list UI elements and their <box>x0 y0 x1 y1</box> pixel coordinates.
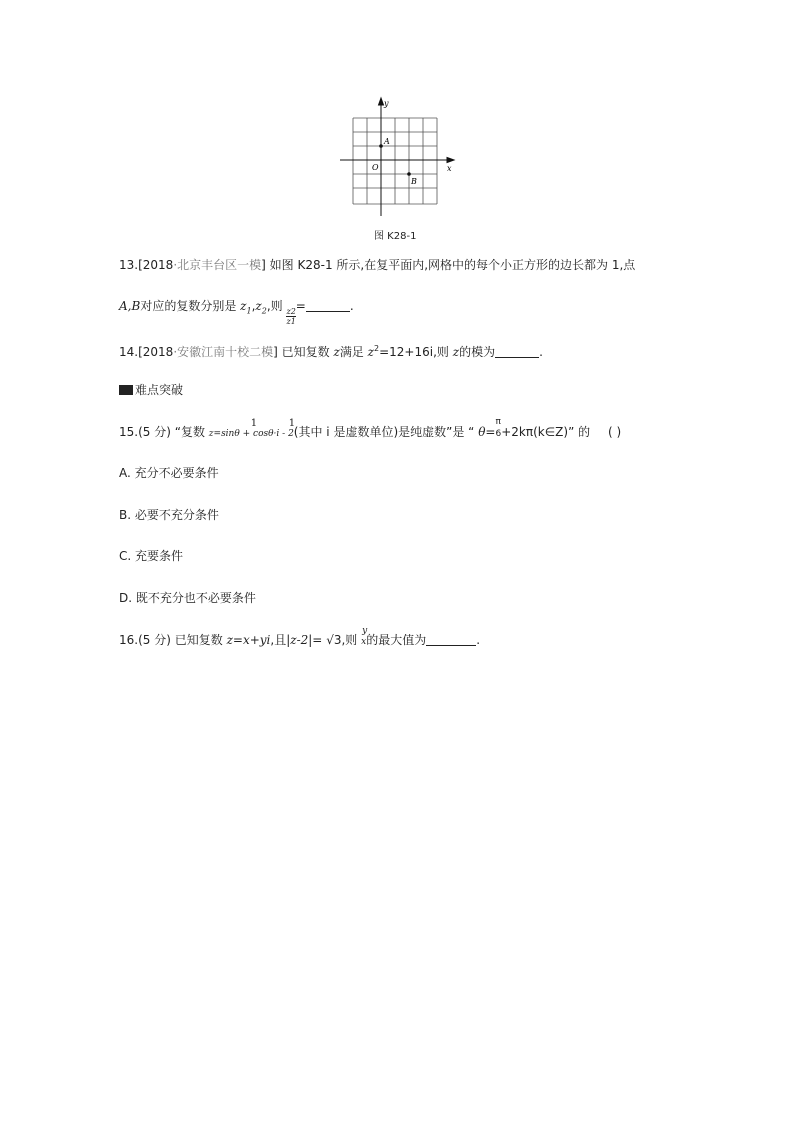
sqrt-3: √3 <box>326 633 342 647</box>
section-heading: 难点突破 <box>119 382 183 398</box>
figure-caption: 图 K28-1 <box>374 231 417 242</box>
answer-blank[interactable] <box>495 345 539 358</box>
grid-lines <box>353 118 437 204</box>
question-15: 15.(5 分) “复数 z=sinθ + cosθ·i - 1 1 2(其中 i 是虚数单位)是纯虚数”是 “ θ= π 6+2kπ(k∈Z)” 的 ( ) <box>119 424 621 442</box>
fraction-z2-over-z1: $\frac{z2}{z1}$ <box>286 307 296 326</box>
source-open: [2018 <box>138 258 174 272</box>
question-text: 如图 K28-1 所示,在复平面内,网格中的每个小正方形的边长都为 1,点 <box>265 258 636 272</box>
section-mark-icon <box>119 385 133 395</box>
origin-label: O <box>372 163 379 172</box>
option-d[interactable]: D. 既不充分也不必要条件 <box>119 591 256 605</box>
z2: $z_2$ <box>255 299 267 316</box>
point-a-label: A <box>384 137 390 146</box>
question-text: 对应的复数分别是 <box>140 299 237 313</box>
point-b-label: B <box>411 177 417 186</box>
pi-over-6: π 6 <box>495 417 502 439</box>
option-a[interactable]: A. 充分不必要条件 <box>119 466 219 480</box>
z1: $z_1$ <box>240 299 252 316</box>
point-b <box>407 172 411 176</box>
question-13-line-2: A,B对应的复数分别是 $z_1,z_2$,则 $\frac{z2}{z1}$ = . <box>119 299 354 326</box>
question-number: 13. <box>119 258 139 272</box>
question-14: 14.[2018·安徽江南十校二模] 已知复数 z满足 $z^2=12+16i$,则 z的模为 . <box>119 344 543 359</box>
question-number: 16. <box>119 633 139 647</box>
option-c[interactable]: C. 充要条件 <box>119 549 184 563</box>
z-expression: z=sinθ + cosθ·i - 1 1 <box>208 418 296 439</box>
point-names: A,B <box>119 299 141 313</box>
question-number: 14. <box>119 345 139 359</box>
x-axis-label: x <box>447 164 452 173</box>
y-axis-label: y <box>384 99 389 108</box>
question-13-line-1 <box>119 257 635 273</box>
answer-blank[interactable] <box>426 633 476 646</box>
question-16: 16.(5 分) 已知复数 z=x+yi,且|z-2|= √3,则 y x的最大值为 . <box>119 632 480 650</box>
answer-blank[interactable] <box>306 299 350 312</box>
source-tag: ·北京丰台区一模 <box>173 258 262 272</box>
option-b[interactable]: B. 必要不充分条件 <box>119 508 219 522</box>
answer-paren[interactable]: ( ) <box>607 425 622 439</box>
source-close: ] <box>261 258 266 272</box>
y-over-x: y x <box>361 626 368 647</box>
complex-plane-figure <box>336 96 460 222</box>
source-tag: ·安徽江南十校二模 <box>173 345 274 359</box>
point-a <box>379 144 383 148</box>
question-number: 15. <box>119 425 139 439</box>
